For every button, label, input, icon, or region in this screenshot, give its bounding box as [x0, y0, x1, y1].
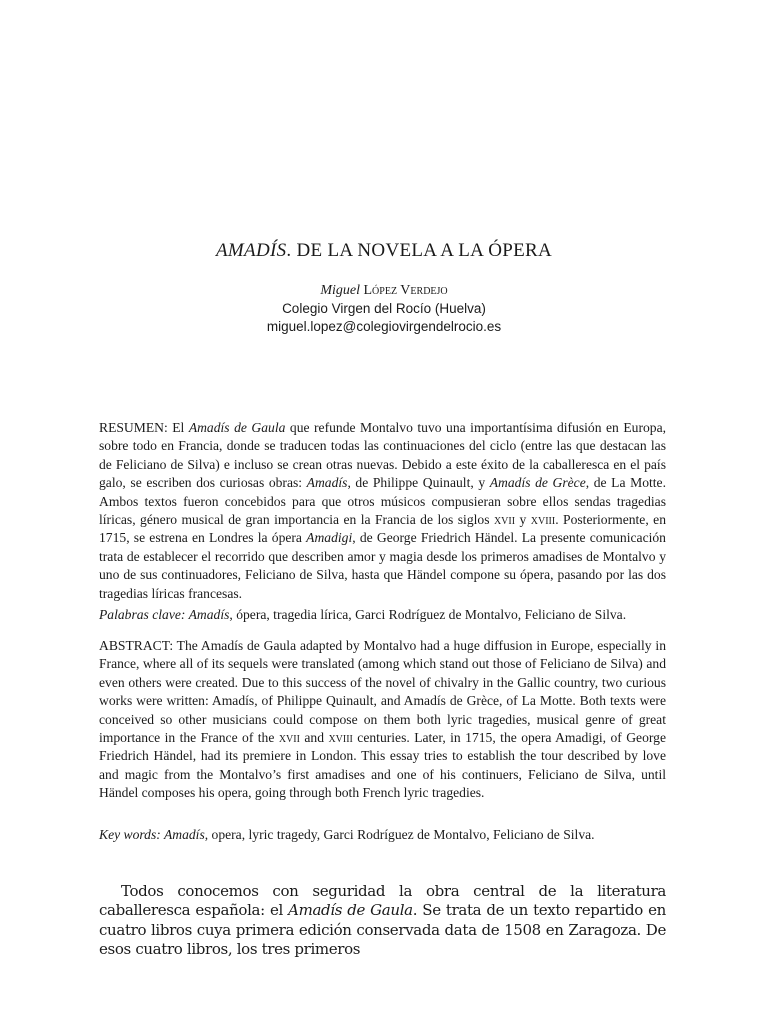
keywords-es-label: Palabras clave: — [99, 607, 189, 622]
keywords-en — [99, 826, 666, 844]
resumen-work-1: Amadís — [306, 475, 348, 491]
title-italic-part: AMADÍS — [216, 240, 287, 261]
keywords-es-first: Amadís — [188, 607, 230, 622]
resumen-text-3: , de La Motte. Ambos textos fueron concebidos para que otros músicos compusieran sobre ellos sendas tragedias líricas, género musical de gran importancia en la Francia de los siglos — [99, 475, 666, 528]
abstract-paragraph — [99, 637, 666, 803]
resumen-label: RESUMEN: El — [99, 420, 189, 435]
body-text-2: . Se trata de un texto repartido en cuatro libros cuya primera edición conservada data de 1508 en Zaragoza. De esos cuatro libros, los tres primeros — [99, 901, 666, 959]
author-first-name: Miguel — [320, 283, 360, 298]
resumen-text-6: , de George Friedrich Händel. La presente comunicación trata de establecer el recorrido que describen amor y magia desde los primeros amadises de Montalvo y uno de sus continuadores, Feliciano de Silva, hasta que Händel compone su ópera, pasando por las dos tragedias líricas francesas. — [99, 530, 666, 601]
body-paragraph — [99, 882, 666, 960]
keywords-en-label: Key words: — [99, 827, 164, 842]
keywords-es-rest: , ópera, tragedia lírica, Garci Rodríguez de Montalvo, Feliciano de Silva. — [229, 607, 627, 622]
author-name — [0, 282, 768, 300]
resumen-text-2: , de Philippe Quinault, y — [347, 475, 490, 491]
resumen-text-5: . Posteriormente, en 1715, se estrena en Londres la ópera — [99, 512, 667, 546]
author-block — [0, 282, 768, 336]
resumen-century-2: xviii — [530, 512, 556, 528]
resumen-title-italic: Amadís de Gaula — [188, 420, 286, 435]
author-last-name: López Verdejo — [363, 283, 448, 298]
abstract-text-1: ABSTRACT: The Amadís de Gaula adapted by Montalvo had a huge diffusion in Europe, especially in France, where all of its sequels were translated (among which stand out those of Feliciano de Silva) and even others were created. Due to this success of the novel of chivalry in the Gallic country, two curious works were written: Amadís, of Philippe Quinault, and Amadís de Grèce, of La Motte. Both texts were conceived so other musicians could compose on them both lyric tragedies, musical genre of great importance in the France of the — [99, 638, 666, 746]
resumen-opera: Amadigi — [306, 530, 353, 546]
title-rest: . DE LA NOVELA A LA ÓPERA — [286, 240, 552, 261]
body-text-1: Todos conocemos con seguridad la obra central de la literatura caballeresca española: el — [99, 882, 666, 920]
body-title-italic: Amadís de Gaula — [288, 901, 413, 920]
keywords-es — [99, 606, 666, 624]
resumen-text-1: que refunde Montalvo tuvo una importantísima difusión en Europa, sobre todo en Francia, donde se traducen todas las continuaciones del ciclo (entre las que destacan las de Feliciano de Silva) e incluso se crean otras nuevas. Debido a este éxito de la caballeresca en el país galo, se escriben dos curiosas obras: — [99, 420, 667, 491]
abstract-text-3: centuries. Later, in 1715, the opera Amadigi, of George Friedrich Händel, had its premiere in London. This essay tries to establish the tour described by love and magic from the Montalvo’s first amadises and one of his continuers, Feliciano de Silva, until Händel composes his opera, going through both French lyric tragedies. — [99, 730, 666, 801]
abstract-century-2: xviii — [328, 730, 353, 746]
abstract-text-2: and — [299, 730, 329, 746]
resumen-work-2: Amadís de Grèce — [489, 475, 586, 491]
resumen-text-4: y — [515, 512, 531, 528]
paper-title — [0, 240, 768, 262]
abstract-century-1: xvii — [278, 730, 300, 746]
author-affiliation: Colegio Virgen del Rocío (Huelva) — [282, 301, 486, 316]
keywords-en-first: Amadís — [163, 827, 205, 842]
resumen-paragraph — [99, 419, 666, 603]
resumen-century-1: xvii — [493, 512, 516, 528]
author-email: miguel.lopez@colegiovirgendelrocio.es — [266, 319, 502, 334]
keywords-en-rest: , opera, lyric tragedy, Garci Rodríguez de Montalvo, Feliciano de Silva. — [204, 827, 595, 842]
